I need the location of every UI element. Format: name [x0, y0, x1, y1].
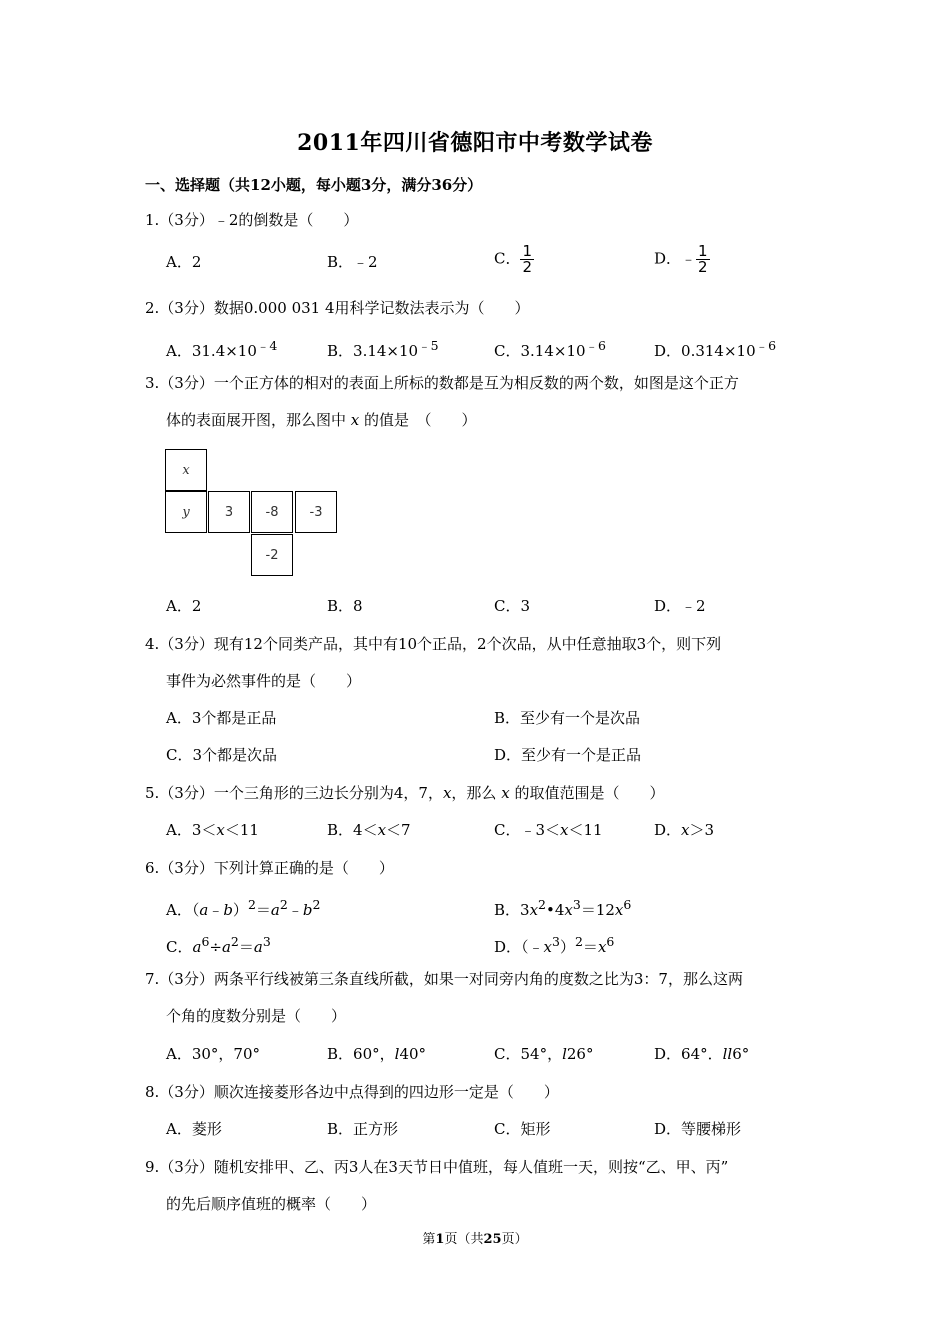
q2-option-d-base: D．0.314×10: [654, 342, 756, 360]
t: ＝12: [580, 901, 615, 919]
question-4-stem-line2: 事件为必然事件的是（ ）: [166, 672, 362, 690]
fraction-numerator: 1: [698, 242, 708, 260]
t: ﹣: [287, 901, 303, 919]
q2-option-a-base: A．31.4×10: [166, 342, 257, 360]
v: ll: [722, 1045, 733, 1063]
t: ）: [232, 901, 248, 919]
fraction-numerator: 1: [522, 242, 533, 260]
variable: x: [560, 821, 569, 839]
text: A．3＜: [166, 821, 217, 839]
v: x: [597, 938, 607, 956]
q5-stem-text: 5.（3分）一个三角形的三边长分别为4，7，: [145, 784, 443, 802]
t: C．54°，: [494, 1045, 563, 1063]
question-5-stem: [145, 784, 664, 802]
t: ＝: [255, 901, 271, 919]
q2-option-a: [166, 337, 277, 360]
question-7-stem-line1: 7.（3分）两条平行线被第三条直线所截，如果一对同旁内角的度数之比为3：7，那么这两: [145, 970, 743, 988]
net-cell-3: 3: [208, 491, 250, 533]
net-cell-neg8: -8: [251, 491, 293, 533]
q5-option-d: [654, 821, 714, 839]
exp: 2: [538, 897, 546, 912]
t: 26°: [566, 1045, 594, 1063]
t: 40°: [399, 1045, 427, 1063]
q3-stem-text-end: 的值是 （ ）: [364, 411, 477, 429]
q8-option-b: B．正方形: [327, 1120, 399, 1138]
exp: 2: [279, 897, 288, 912]
t: 页）: [501, 1232, 528, 1247]
q1-option-b: B．﹣2: [327, 253, 378, 271]
q5-stem-text-mid: ，那么: [451, 784, 497, 802]
v: a: [192, 938, 202, 956]
t: 6°: [732, 1045, 750, 1063]
q2-option-b-exponent: ﹣5: [418, 338, 439, 353]
question-1-stem: 1.（3分）﹣2的倒数是（ ）: [145, 211, 359, 229]
q4-option-c: C．3个都是次品: [166, 746, 278, 764]
exp: 6: [623, 897, 632, 912]
t: A．（: [166, 901, 200, 919]
q1-option-d-fraction: [696, 244, 710, 275]
net-cell-neg3: -3: [295, 491, 337, 533]
q6-option-b: [494, 896, 631, 919]
q1-option-a: A．2: [166, 253, 202, 271]
q2-option-b: [327, 337, 439, 360]
cube-net-diagram: [165, 449, 339, 578]
v: a: [199, 901, 209, 919]
t: B．3: [494, 901, 530, 919]
q2-option-c: [494, 337, 606, 360]
question-3-stem-line2: [166, 411, 477, 429]
q1-option-d-prefix: D．﹣: [654, 249, 697, 268]
v: a: [253, 938, 263, 956]
t: D．64°．: [654, 1045, 723, 1063]
v: a: [221, 938, 231, 956]
v: x: [564, 901, 573, 919]
q3-option-b: B．8: [327, 597, 363, 615]
q2-option-a-exponent: ﹣4: [256, 338, 278, 353]
t: ＝: [238, 938, 254, 956]
exp: 6: [606, 934, 615, 949]
net-cell-y: y: [165, 491, 207, 533]
page-title: 2011年四川省德阳市中考数学试卷: [297, 130, 653, 156]
exp: 2: [247, 897, 256, 912]
q3-option-c: C．3: [494, 597, 531, 615]
v: x: [614, 901, 624, 919]
q1-option-c-prefix: C．: [494, 249, 521, 268]
question-9-stem-line1: 9.（3分）随机安排甲、乙、丙3人在3天节日中值班，每人值班一天，则按“乙、甲、丙”: [145, 1158, 729, 1176]
t: C．: [166, 938, 193, 956]
exp: 3: [552, 934, 560, 949]
text: C．﹣3＜: [494, 821, 561, 839]
t: ÷: [209, 938, 222, 956]
q3-stem-text: 体的表面展开图，那么图中: [166, 411, 347, 429]
q8-option-c: C．矩形: [494, 1120, 551, 1138]
q4-option-b: B．至少有一个是次品: [494, 709, 641, 727]
q2-option-c-base: C．3.14×10: [494, 342, 586, 360]
q5-variable: x: [442, 784, 452, 802]
q5-variable: x: [501, 784, 510, 802]
page-number: 1: [435, 1232, 445, 1247]
total-pages: 25: [483, 1232, 502, 1247]
section-heading: 一、选择题（共12小题，每小题3分，满分36分）: [145, 176, 483, 194]
fraction-denominator: 2: [522, 258, 533, 276]
question-4-stem-line1: 4.（3分）现有12个同类产品，其中有10个正品，2个次品，从中任意抽取3个，则下列: [145, 635, 722, 653]
v: x: [543, 938, 552, 956]
variable: x: [216, 821, 225, 839]
q7-option-c: [494, 1045, 593, 1063]
v: a: [270, 901, 280, 919]
net-cell-neg2: -2: [251, 534, 293, 576]
q2-option-d: [654, 337, 776, 360]
q4-option-d: D．至少有一个是正品: [494, 746, 642, 764]
v: b: [302, 901, 313, 919]
q5-option-c: [494, 821, 603, 839]
q2-option-c-exponent: ﹣6: [585, 338, 606, 353]
q3-option-d: D．﹣2: [654, 597, 706, 615]
q3-option-a: A．2: [166, 597, 202, 615]
text: D．: [654, 821, 682, 839]
exp: 2: [574, 934, 583, 949]
question-6-stem: 6.（3分）下列计算正确的是（ ）: [145, 859, 394, 877]
page-footer: [0, 1228, 950, 1247]
t: •4: [546, 901, 565, 919]
q8-option-d: D．等腰梯形: [654, 1120, 742, 1138]
q5-option-b: [327, 821, 411, 839]
q1-option-d: [654, 244, 710, 275]
text: ＞3: [689, 821, 715, 839]
t: B．60°，: [327, 1045, 395, 1063]
v: x: [529, 901, 539, 919]
q7-option-b: [327, 1045, 426, 1063]
text: ＜7: [386, 821, 411, 839]
q3-stem-variable: x: [350, 411, 360, 429]
q2-option-b-base: B．3.14×10: [327, 342, 419, 360]
q5-option-a: [166, 821, 259, 839]
exp: 6: [201, 934, 210, 949]
question-9-stem-line2: 的先后顺序值班的概率（ ）: [166, 1195, 377, 1213]
q5-stem-text-end: 的取值范围是（ ）: [514, 784, 665, 802]
exp: 2: [312, 897, 321, 912]
q6-option-d: [494, 933, 614, 956]
t: ）: [559, 938, 575, 956]
q7-option-a: A．30°，70°: [166, 1045, 261, 1063]
t: D．（﹣: [494, 938, 544, 956]
text: B．4＜: [327, 821, 378, 839]
q6-option-a: [166, 896, 320, 919]
v: b: [223, 901, 233, 919]
t: ＝: [582, 938, 598, 956]
variable: x: [377, 821, 387, 839]
question-7-stem-line2: 个角的度数分别是（ ）: [166, 1007, 347, 1025]
question-3-stem-line1: 3.（3分）一个正方体的相对的表面上所标的数都是互为相反数的两个数，如图是这个正方: [145, 374, 739, 392]
question-8-stem: 8.（3分）顺次连接菱形各边中点得到的四边形一定是（ ）: [145, 1083, 559, 1101]
exp: 2: [230, 934, 239, 949]
text: ＜11: [224, 821, 259, 839]
q2-option-d-exponent: ﹣6: [755, 338, 777, 353]
text: ＜11: [568, 821, 603, 839]
exp: 3: [572, 897, 581, 912]
variable: x: [681, 821, 690, 839]
q4-option-a: A．3个都是正品: [166, 709, 277, 727]
t: 第: [422, 1232, 436, 1247]
q6-option-c: [166, 933, 271, 956]
fraction-denominator: 2: [698, 258, 708, 276]
exp: 3: [262, 934, 271, 949]
v: l: [394, 1045, 400, 1063]
t: 页（共: [444, 1232, 484, 1247]
q7-option-d: [654, 1045, 749, 1063]
net-cell-x: x: [165, 449, 207, 491]
t: ﹣: [208, 901, 224, 919]
v: l: [562, 1045, 567, 1063]
q1-option-c: [494, 244, 534, 275]
q8-option-a: A．菱形: [166, 1120, 222, 1138]
question-2-stem: 2.（3分）数据0.000 031 4用科学记数法表示为（ ）: [145, 299, 530, 317]
q1-option-c-fraction: [520, 244, 534, 275]
